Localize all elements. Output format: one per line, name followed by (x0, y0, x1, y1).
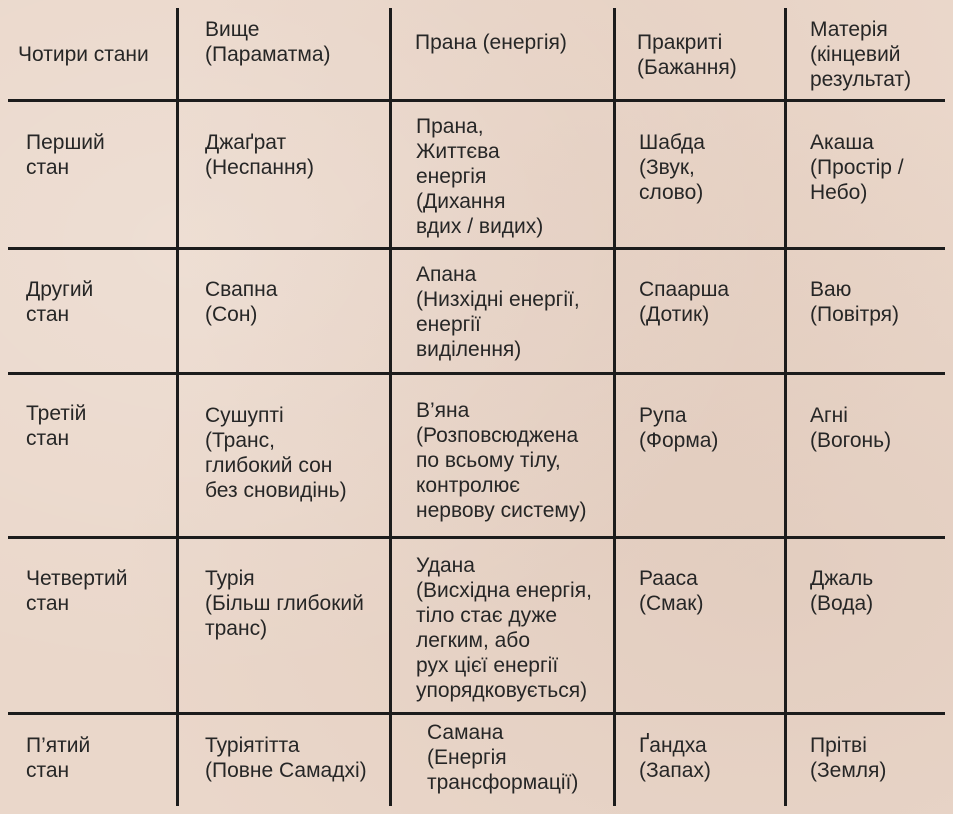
header-four-states: Чотири стани (18, 43, 149, 66)
header-higher: Вище (Параматма) (205, 18, 331, 66)
header-matter: Матерія (кінцевий результат) (810, 18, 912, 91)
row4-prakriti: Рааса (Смак) (639, 567, 704, 615)
row5-state: П’ятий стан (26, 734, 91, 782)
row1-prakriti: Шабда (Звук, слово) (639, 131, 705, 204)
row1-matter: Акаша (Простір / Небо) (810, 131, 904, 204)
row1-state: Перший стан (26, 131, 105, 179)
header-prana: Прана (енергія) (415, 31, 567, 54)
row3-prakriti: Рупа (Форма) (639, 404, 719, 452)
row5-higher: Туріятітта (Повне Самадхі) (205, 734, 367, 782)
column-divider (613, 8, 616, 806)
row1-prana: Прана, Життєва енергія (Дихання вдих / видих) (416, 115, 544, 238)
row4-higher: Турія (Більш глибокий транс) (205, 567, 364, 640)
column-divider (176, 8, 179, 806)
row2-matter: Ваю (Повітря) (810, 278, 900, 326)
row2-prana: Апана (Низхідні енергії, енергії виділення) (416, 263, 580, 361)
row-divider (8, 247, 945, 250)
row5-prana: Самана (Енергія трансформації) (427, 721, 579, 794)
row-divider (8, 372, 945, 375)
row2-higher: Свапна (Сон) (205, 278, 278, 326)
row2-prakriti: Спаарша (Дотик) (639, 278, 730, 326)
row-divider (8, 536, 945, 539)
row5-prakriti: Ґандха (Запах) (639, 734, 711, 782)
row4-state: Четвертий стан (26, 567, 128, 615)
row-divider (8, 99, 945, 102)
row3-higher: Сушупті (Транс, глибокий сон без сновидінь) (205, 404, 347, 502)
row4-prana: Удана (Висхідна енергія, тіло стає дуже легким, або рух цієї енергії упорядковується) (416, 554, 592, 702)
row3-prana: В’яна (Розповсюджена по всьому тілу, контролює нервову систему) (416, 399, 587, 522)
row-divider (8, 712, 945, 715)
column-divider (389, 8, 392, 806)
row1-higher: Джаґрат (Неспання) (205, 131, 314, 179)
row3-matter: Агні (Вогонь) (810, 404, 892, 452)
row3-state: Третій стан (26, 402, 87, 450)
row4-matter: Джаль (Вода) (810, 567, 874, 615)
header-prakriti: Пракриті (Бажання) (637, 31, 737, 79)
row2-state: Другий стан (26, 278, 94, 326)
row5-matter: Прітві (Земля) (810, 734, 887, 782)
column-divider (784, 8, 787, 806)
